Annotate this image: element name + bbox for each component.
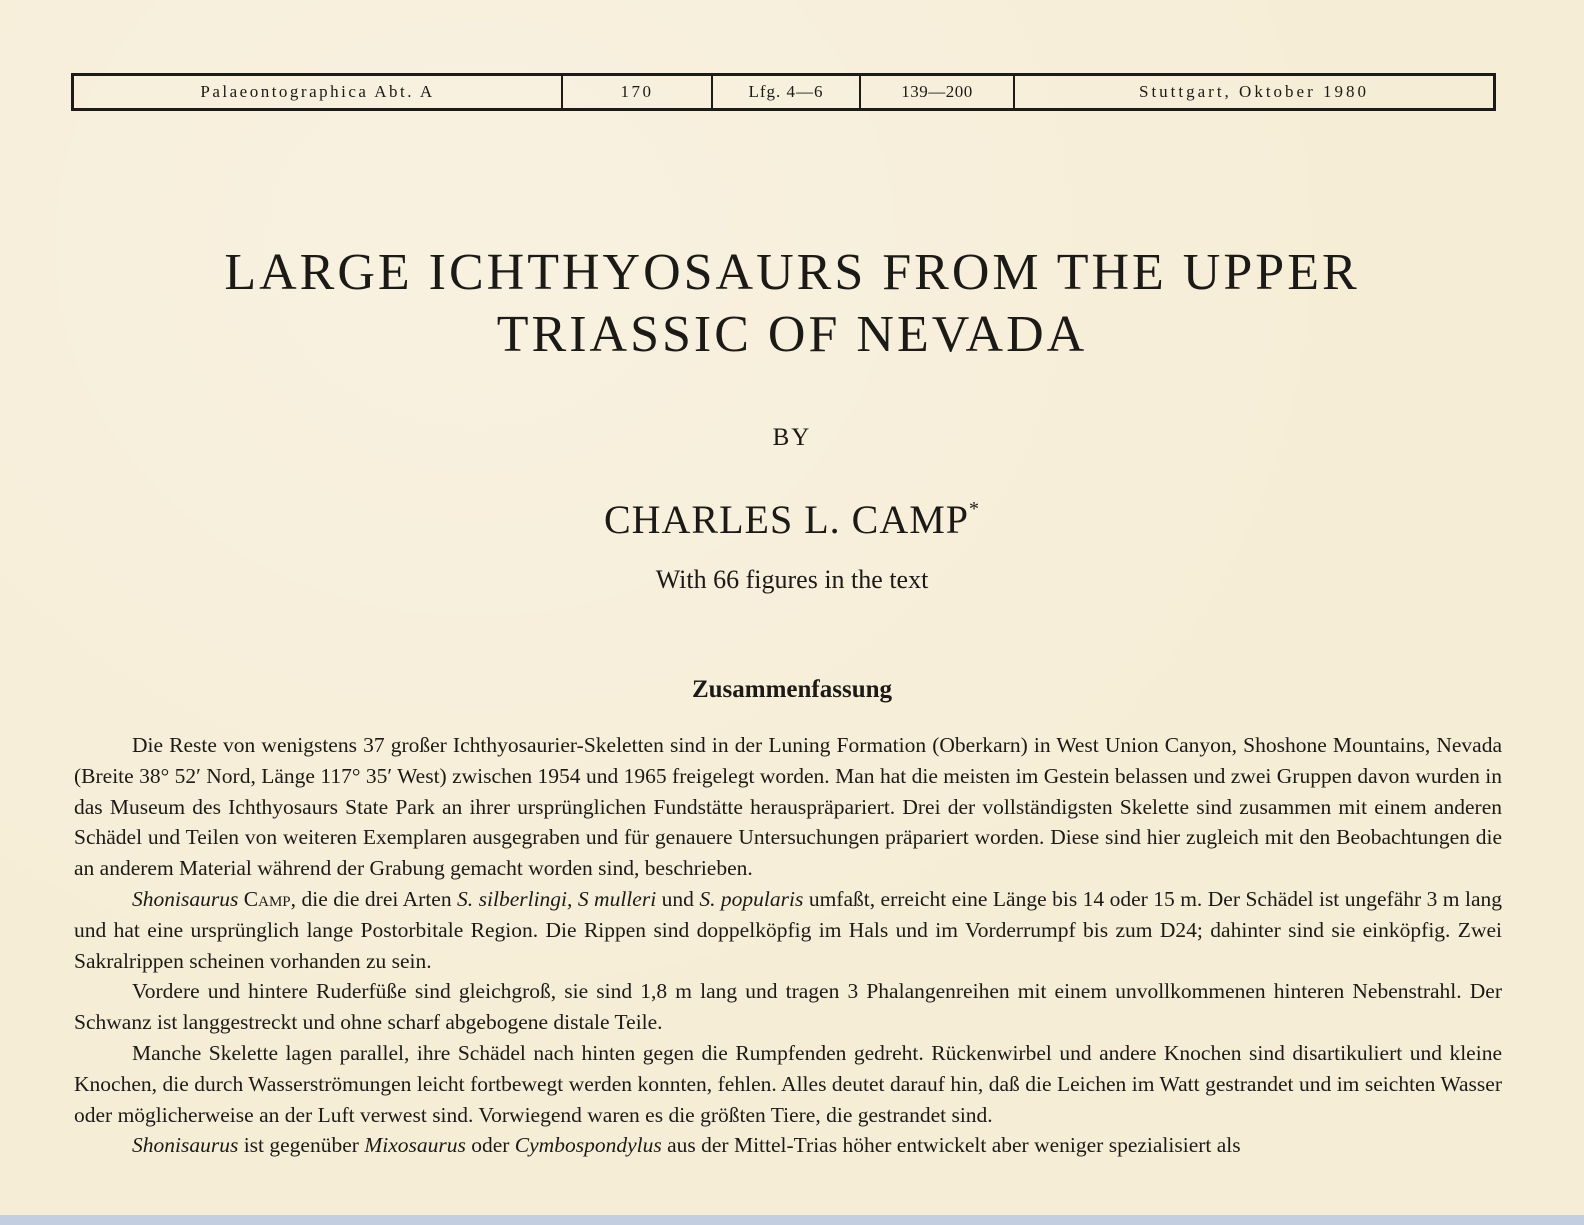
summary-paragraph-5 [74,1130,1502,1161]
species-names: S. silberlingi, S mulleri [457,886,657,911]
article-title [0,242,1584,366]
author-name [0,496,1584,543]
title-line-2: TRIASSIC OF NEVADA [496,306,1088,363]
summary-paragraph-2 [74,884,1502,976]
text-run: umfaßt, erreicht eine Länge bis 14 oder 15 m. Der Schädel ist ungefähr 3 m lang und hat eine ursprünglich lange Postorbitale Region. Die Rippen sind doppelköpfig im Hals und im Vorderrumpf bis zum D24; dahinter sind sie einköpfig. Zwei Sakralrippen scheinen vorhanden zu sein. [74,886,1502,973]
byline-label: BY [772,424,812,451]
taxon-author: Camp [243,886,291,911]
summary-body [74,730,1502,1210]
text-run: , die die drei Arten [290,886,458,911]
text-run: aus der Mittel-Trias höher entwickelt aber weniger spezialisiert als [661,1133,1241,1158]
author-text: CHARLES L. CAMP [603,497,970,542]
species-name: S. popularis [699,886,804,911]
genus-name: Shonisaurus [132,1133,239,1158]
journal-name: Palaeontographica Abt. A [74,76,563,108]
journal-header [71,73,1496,111]
genus-name: Shonisaurus [132,886,239,911]
summary-heading: Zusammenfassung [691,676,893,703]
journal-issue: Lfg. 4—6 [713,76,861,108]
journal-volume: 170 [563,76,713,108]
figures-note: With 66 figures in the text [655,565,929,594]
bottom-edge-strip [0,1215,1584,1225]
author-footnote-mark: * [969,498,981,520]
summary-paragraph-1: Die Reste von wenigstens 37 großer Ichthyosaurier-Skeletten sind in der Luning Formation (Oberkarn) in West Union Canyon, Shoshone Mountains, Nevada (Breite 38° 52′ Nord, Länge 117° 35′ West) zwischen 1954 und 1965 freigelegt worden. Man hat die meisten im Gestein belassen und zwei Gruppen davon wurden in das Museum des Ichthyosaurs State Park an ihrer ursprünglichen Fundstätte herauspräpariert. Drei der vollständigsten Skelette sind zusammen mit einem anderen Schädel und Teilen von weiteren Exemplaren ausgegraben und für genauere Untersuchungen präpariert worden. Diese sind hier zugleich mit den Beobachtungen die an anderem Material während der Grabung gemacht worden sind, beschrieben. [74,733,1502,881]
summary-paragraph-3: Vordere und hintere Ruderfüße sind gleichgroß, sie sind 1,8 m lang und tragen 3 Phalangenreihen mit einem unvollkommenen hinteren Nebenstrahl. Der Schwanz ist langgestreckt und ohne scharf abgebogene distale Teile. [74,979,1502,1035]
journal-place-date: Stuttgart, Oktober 1980 [1138,82,1369,101]
summary-paragraph-4: Manche Skelette lagen parallel, ihre Schädel nach hinten gegen die Rumpfenden gedreht. Rückenwirbel und andere Knochen sind disartikuliert und kleine Knochen, die durch Wasserströmungen leicht fortbewegt werden konnten, fehlen. Alles deutet darauf hin, daß die Leichen im Watt gestrandet und im seichten Wasser oder möglicherweise an der Luft verwest sind. Vorwiegend waren es die größten Tiere, die gestrandet sind. [74,1040,1502,1127]
title-line-1: LARGE ICHTHYOSAURS FROM THE UPPER [224,244,1360,301]
text-run: und [656,886,700,911]
text-run: ist gegenüber [238,1133,365,1158]
genus-name: Mixosaurus [364,1133,466,1158]
journal-pages: 139—200 [861,76,1015,108]
genus-name: Cymbospondylus [514,1133,662,1158]
text-run: oder [465,1133,515,1158]
